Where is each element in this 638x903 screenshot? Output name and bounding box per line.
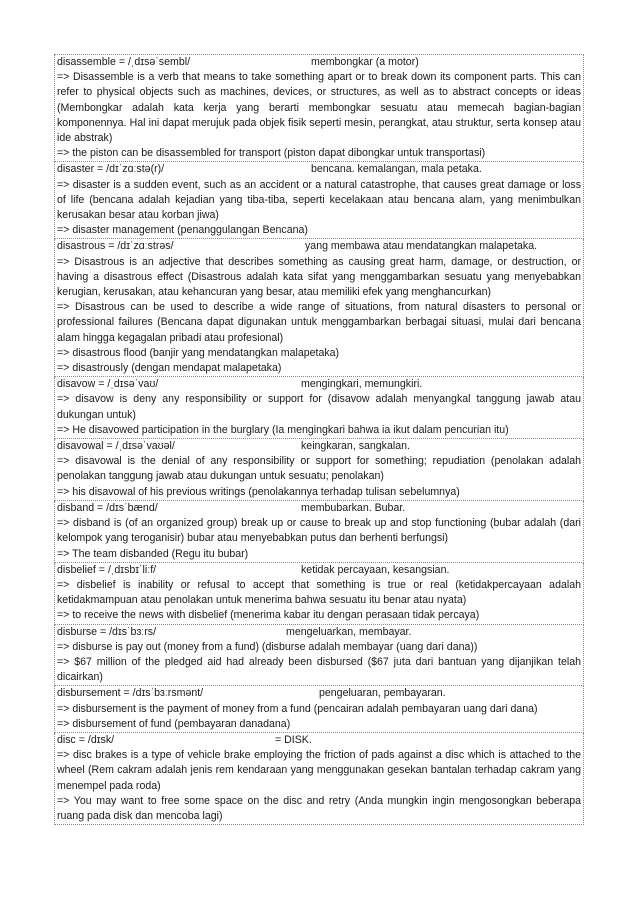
entry-line: => disastrously (dengan mendapat malapetaka) — [57, 362, 282, 375]
glossary-entry — [54, 625, 584, 687]
entry-line: => $67 million of the pledged aid had already been disbursed ($67 juta dari bantuan yang dijanjikan telah dicairkan) — [57, 655, 581, 684]
glossary-entry — [54, 563, 584, 625]
entry-line: => the piston can be disassembled for transport (piston dapat dibongkar untuk transportasi) — [57, 147, 486, 160]
entry-line: => disc brakes is a type of vehicle brake employing the friction of pads against a disc which is attached to the wheel (Rem cakram adalah jenis rem kendaraan yang menggunakan gesekan bantalan terhadap cakram yang menempel pada roda) — [57, 749, 581, 792]
entry-term: disburse = /dɪsˈbɜːrs/ — [57, 625, 157, 638]
entry-heading — [57, 563, 581, 578]
entry-line: => disburse is pay out (money from a fund) (disburse adalah membayar (uang dari dana)) — [57, 640, 478, 653]
entry-meaning: mengeluarkan, membayar. — [286, 625, 412, 638]
entry-line: => disbursement of fund (pembayaran danadana) — [57, 717, 291, 730]
glossary-entry — [54, 686, 584, 733]
entry-heading — [57, 686, 581, 701]
glossary-entry — [54, 377, 584, 439]
entry-line: => He disavowed participation in the burglary (Ia mengingkari bahwa ia ikut dalam pencurian itu) — [57, 423, 509, 436]
glossary-entry — [54, 162, 584, 239]
entry-heading — [57, 239, 581, 254]
entry-line: => disavow is deny any responsibility or support for (disavow adalah menyangkal tanggung jawab atau dukungan untuk) — [57, 393, 581, 421]
glossary-entry — [54, 239, 584, 377]
entry-term: disbursement = /dɪsˈbɜːrsmənt/ — [57, 687, 204, 700]
entry-line: => disband is (of an organized group) break up or cause to break up and stop functioning (bubar adalah (dari kelompok yang teroganisir) bubar atau menyebabkan putus dan berhenti berfungsi) — [57, 517, 581, 545]
entry-term: disbelief = /ˌdɪsbɪˈliːf/ — [57, 563, 157, 576]
entry-line: => disbelief is inability or refusal to accept that something is true or real (ketidakpercayaan adalah ketidakmampuan atau penolakan untuk menerima bahwa sesuatu itu benar atau nyata) — [57, 578, 581, 607]
entry-term: disaster = /dɪˈzɑːstə(r)/ — [57, 163, 165, 176]
entry-meaning: keingkaran, sangkalan. — [301, 440, 410, 453]
entry-meaning: membongkar (a motor) — [311, 56, 419, 68]
entry-term: disc = /dɪsk/ — [57, 733, 115, 746]
entry-heading — [57, 501, 581, 516]
entry-line: => Disastrous is an adjective that describes something as causing great harm, damage, or destruction, or having a disastrous effect (Disastrous adalah kata sifat yang menggambarkan sesuatu yang menyebabkan kerugian, kerusakan, atau kehancuran yang besar, atau memiliki efek yang menghancurkan) — [57, 255, 581, 299]
entry-line: => disastrous flood (banjir yang mendatangkan malapetaka) — [57, 346, 340, 359]
entry-meaning: mengingkari, memungkiri. — [301, 378, 423, 391]
entry-meaning: yang membawa atau mendatangkan malapetaka. — [305, 240, 538, 253]
entry-line: => The team disbanded (Regu itu bubar) — [57, 547, 249, 560]
entry-term: disband = /dɪsˈbænd/ — [57, 501, 158, 514]
entry-line: => disaster management (penanggulangan Bencana) — [57, 224, 308, 237]
entry-line: => Disastrous can be used to describe a wide range of situations, from natural disasters to personal or professional failures (Bencana dapat digunakan untuk menggambarkan berbagai situasi, mulai dari bencana alam hingga kegagalan pribadi atau profesional) — [57, 301, 581, 344]
entry-line: => disavowal is the denial of any responsibility or support for something; repudiation (penolakan adalah penolakan tanggung jawab atau dukungan untuk sesuatu; penolakan) — [57, 455, 581, 483]
entry-meaning: = DISK. — [275, 733, 312, 746]
entry-meaning: pengeluaran, pembayaran. — [319, 687, 446, 700]
entry-term: disassemble = /ˌdɪsəˈsembl/ — [57, 56, 191, 68]
entry-term: disastrous = /dɪˈzɑːstrəs/ — [57, 240, 174, 253]
entry-meaning: ketidak percayaan, kesangsian. — [301, 563, 450, 576]
entry-heading — [57, 625, 581, 640]
glossary-entry — [54, 439, 584, 501]
entry-line: => disbursement is the payment of money from a fund (pencairan adalah pembayaran uang dari dana) — [57, 702, 538, 715]
entry-heading — [57, 162, 581, 177]
entry-term: disavow = /ˌdɪsəˈvaʊ/ — [57, 378, 159, 391]
entry-line: => to receive the news with disbelief (menerima kabar itu dengan perasaan tidak percaya) — [57, 609, 480, 622]
glossary-page — [54, 54, 584, 825]
entry-heading — [57, 733, 581, 748]
entry-heading — [57, 377, 581, 392]
glossary-entry — [54, 501, 584, 563]
glossary-entry — [54, 733, 584, 825]
entry-meaning: bencana. kemalangan, mala petaka. — [311, 163, 482, 176]
entry-heading — [57, 55, 581, 70]
glossary-entry — [54, 54, 584, 162]
entry-term: disavowal = /ˌdɪsəˈvaʊəl/ — [57, 440, 175, 453]
entry-meaning: membubarkan. Bubar. — [301, 501, 406, 514]
entry-line: => You may want to free some space on the disc and retry (Anda mungkin ingin mengosongkan beberapa ruang pada disk dan mencoba lagi) — [57, 794, 581, 822]
entry-line: => Disassemble is a verb that means to take something apart or to break down its component parts. This can refer to physical objects such as machines, devices, or structures, as well as to abstract concepts or ideas (Membongkar adalah kata kerja yang berarti membongkar sesuatu atau memecah bagian-bagian komponennya. Hal ini dapat merujuk pada objek fisik seperti mesin, perangkat, atau struktur, serta konsep atau ide abstrak) — [57, 71, 581, 145]
entry-line: => disaster is a sudden event, such as an accident or a natural catastrophe, that causes great damage or loss of life (bencana adalah kejadian yang tiba-tiba, seperti kecelakaan atau bencana alam, yang menimbulkan kerusakan besar atau korban jiwa) — [57, 178, 581, 222]
entry-heading — [57, 439, 581, 454]
entry-line: => his disavowal of his previous writings (penolakannya terhadap tulisan sebelumnya) — [57, 485, 460, 498]
